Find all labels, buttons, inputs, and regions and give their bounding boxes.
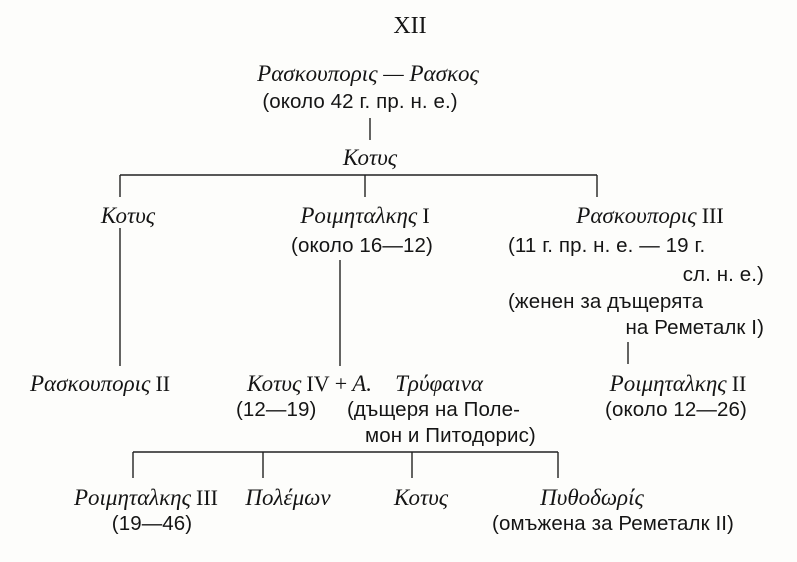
ggchild-pythodoris-name: Πυθοδωρίς bbox=[540, 485, 644, 510]
child-rhescuporis3-name: Ρασκουπορις bbox=[576, 203, 697, 228]
cotys-main-name: Κοτυς bbox=[342, 145, 398, 170]
root-dates: (около 42 г. пр. н. е.) bbox=[262, 90, 458, 113]
grandchild-rhoemetalces2 bbox=[610, 372, 747, 395]
grandchild-cotys4-spouse-initial: Α. bbox=[352, 371, 373, 396]
grandchild-cotys4-spouse: Τρύφαινα bbox=[395, 371, 483, 396]
child-rhoemetalces-numeral: I bbox=[422, 203, 430, 228]
grandchild-rhoemetalces2-dates: (около 12—26) bbox=[605, 398, 747, 421]
child-rhescuporis3-dates-line2: сл. н. е.) bbox=[682, 263, 764, 286]
grandchild-cotys4 bbox=[247, 372, 483, 395]
ggchild-polemon-name: Πολέμων bbox=[245, 485, 331, 510]
child-rhoemetalces-dates: (около 16—12) bbox=[291, 234, 433, 257]
ggchild-pythodoris-note: (омъжена за Реметалк II) bbox=[492, 512, 734, 535]
grandchild-cotys4-numeral: IV bbox=[306, 371, 330, 396]
child-rhescuporis3-note-line1: (женен за дъщерята bbox=[508, 290, 704, 313]
page-heading: XII bbox=[393, 13, 427, 39]
grandchild-cotys4-dates: (12—19) bbox=[236, 398, 317, 421]
child-rhoemetalces-name: Ροιμηταλκης bbox=[300, 203, 418, 228]
grandchild-rhescuporis2 bbox=[30, 372, 170, 395]
child-rhoemetalces bbox=[300, 204, 429, 227]
ggchild-rhoemetalces3-name: Ροιμηταλκης bbox=[73, 485, 191, 510]
grandchild-rhoemetalces2-name: Ροιμηταλκης bbox=[609, 371, 727, 396]
grandchild-cotys4-plus: + bbox=[334, 371, 348, 396]
ggchild-rhoemetalces3-dates: (19—46) bbox=[111, 512, 193, 535]
child-rhescuporis3-note-line2: на Реметалк I) bbox=[625, 316, 764, 339]
grandchild-cotys4-name: Κοτυς bbox=[247, 371, 302, 396]
grandchild-rhoemetalces2-numeral: II bbox=[731, 371, 747, 396]
ggchild-rhoemetalces3 bbox=[74, 486, 218, 509]
root-name: Ρασκουπορις — Ρασκος bbox=[257, 61, 479, 86]
ggchild-cotys-name: Κοτυς bbox=[393, 485, 449, 510]
child-rhescuporis3 bbox=[576, 204, 723, 227]
child-rhescuporis3-dates-line1: (11 г. пр. н. е. — 19 г. bbox=[508, 234, 706, 257]
grandchild-rhescuporis2-name: Ρασκουπορις bbox=[30, 371, 151, 396]
child-cotys-name: Κοτυς bbox=[100, 203, 156, 228]
ggchild-rhoemetalces3-numeral: III bbox=[196, 485, 219, 510]
grandchild-cotys4-spouse-note-line2: мон и Питодорис) bbox=[365, 424, 536, 447]
grandchild-cotys4-spouse-note-line1: (дъщеря на Поле- bbox=[347, 398, 521, 421]
child-rhescuporis3-numeral: III bbox=[701, 203, 724, 228]
grandchild-rhescuporis2-numeral: II bbox=[155, 371, 171, 396]
